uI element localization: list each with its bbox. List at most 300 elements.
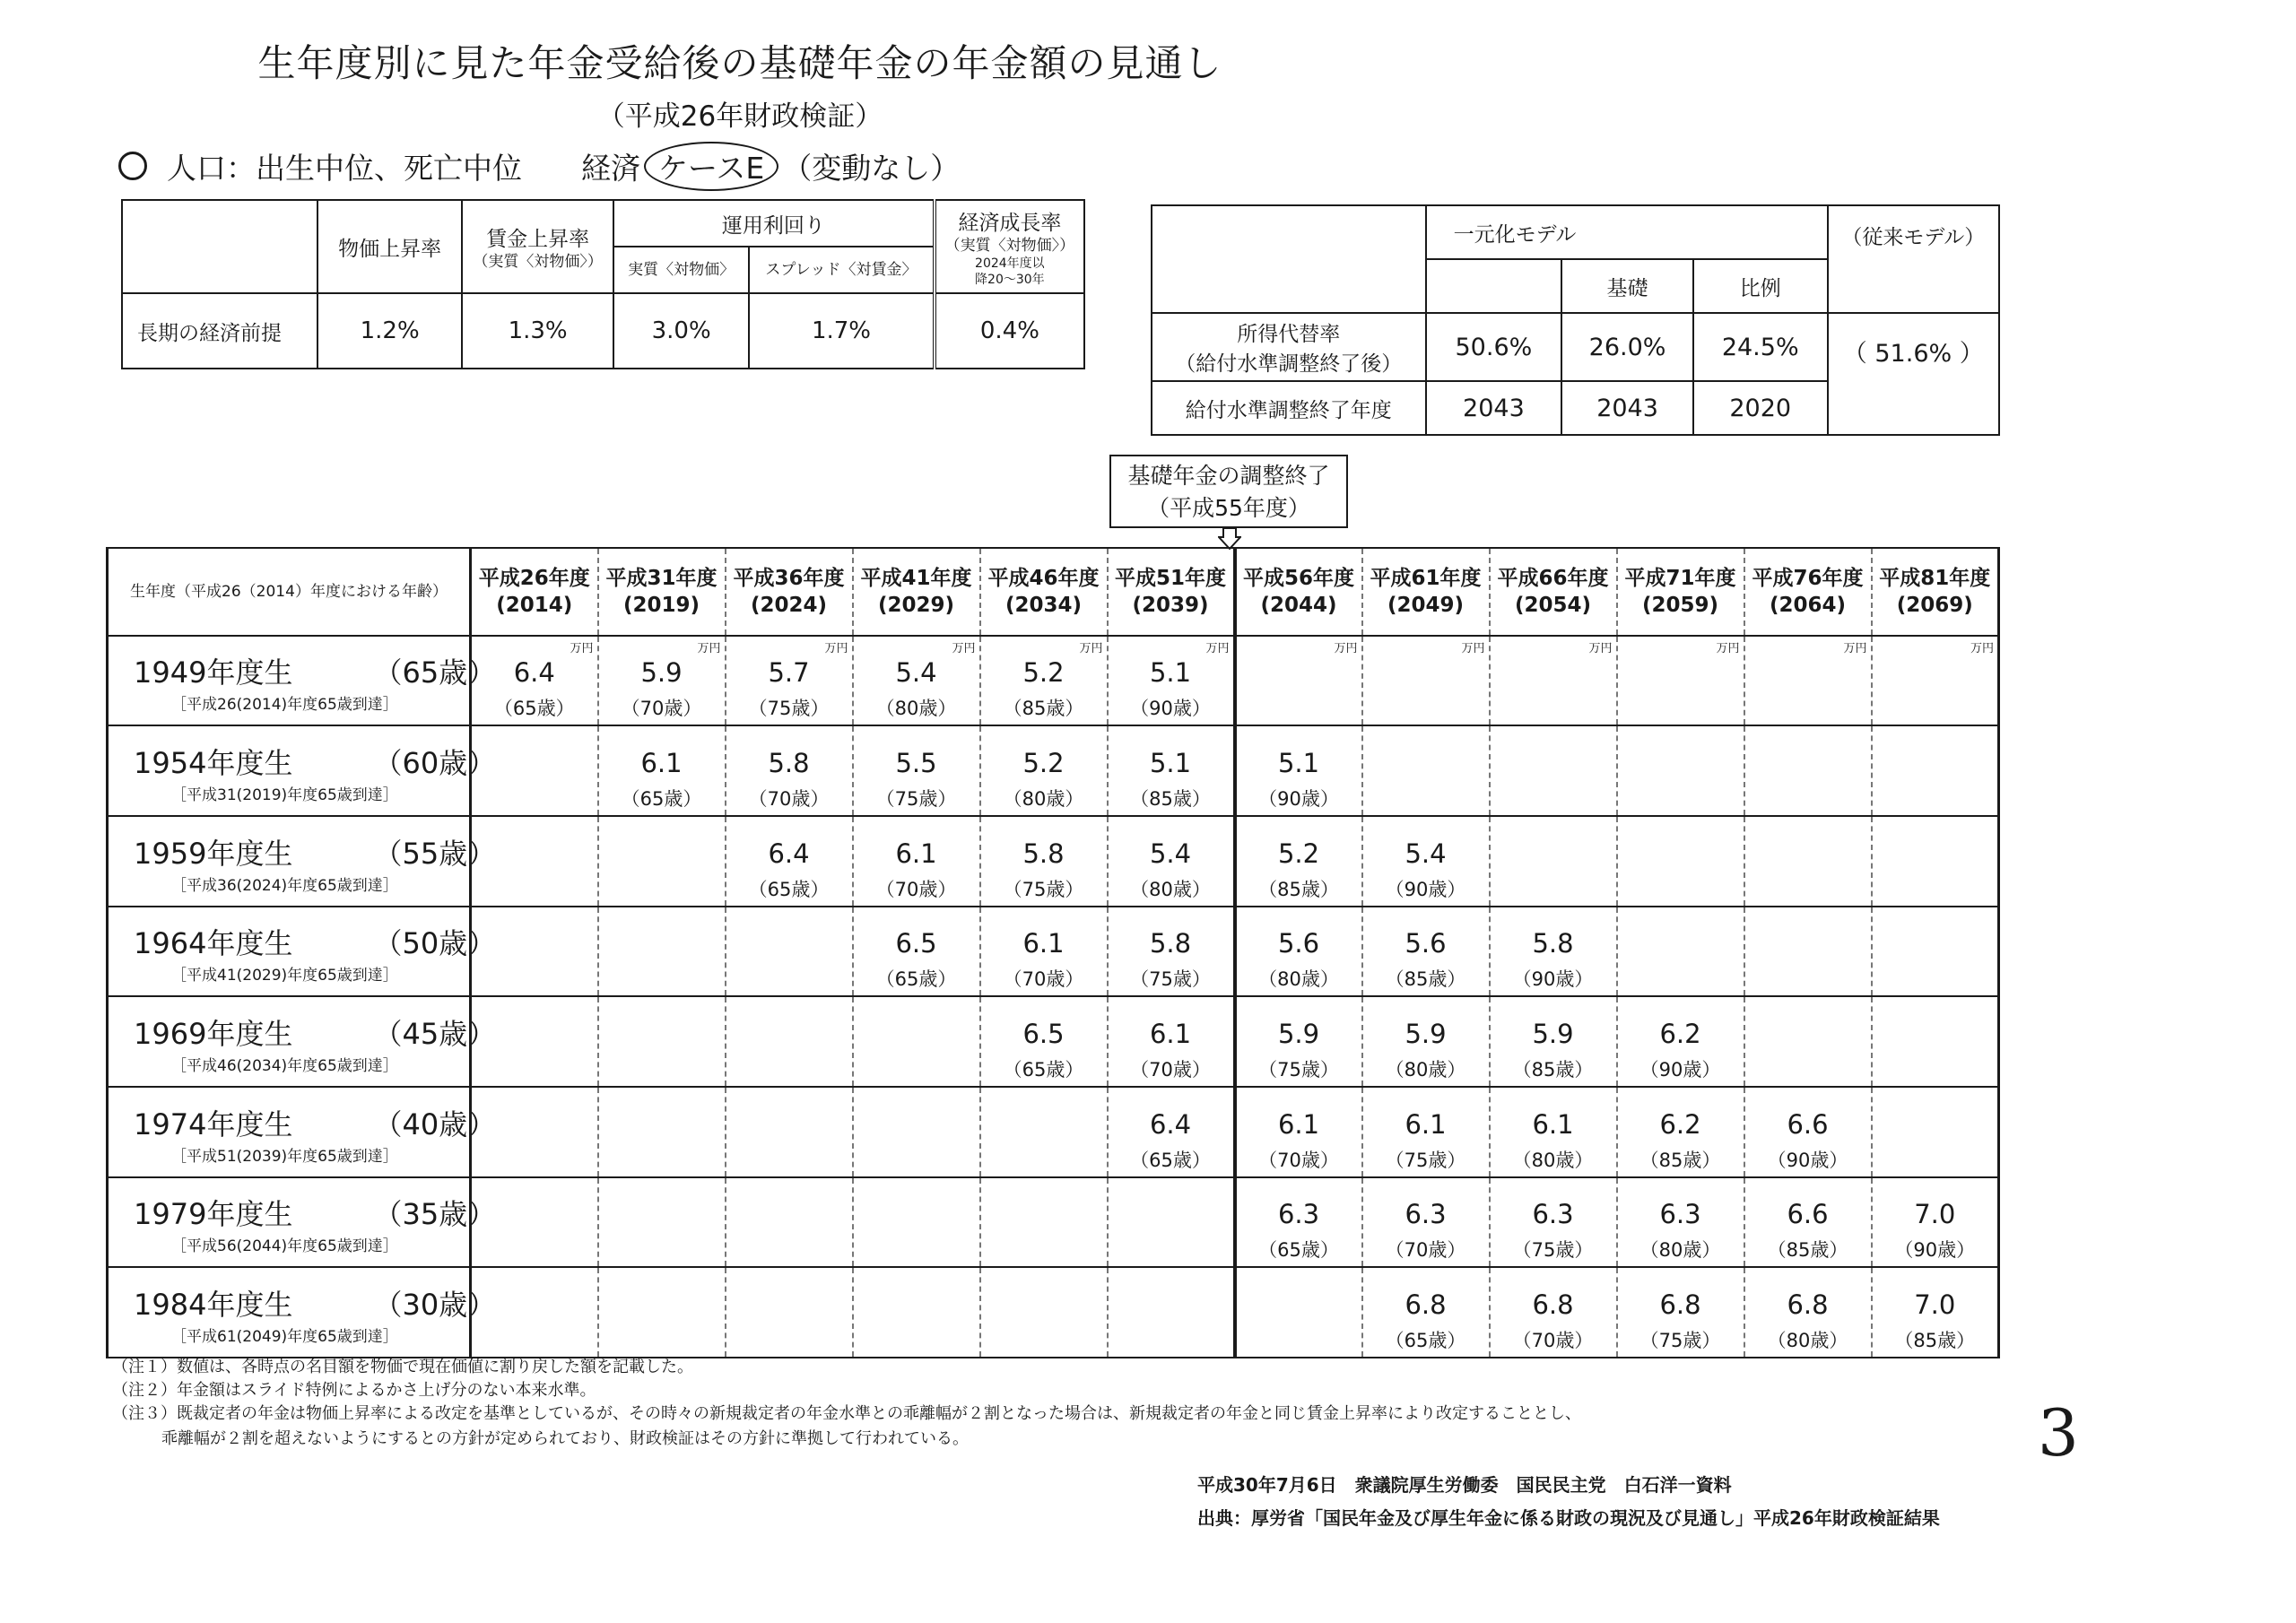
recipient-age: （75歳） <box>1385 1149 1466 1171</box>
value-cell-inner <box>854 999 979 1084</box>
model-row1-label-main: 所得代替率 <box>1237 323 1341 346</box>
recipient-age: （75歳） <box>1512 1239 1594 1262</box>
econ-header-growth-sub: （実質〈対物価〉） <box>944 236 1075 255</box>
value-cell <box>1744 907 1872 997</box>
value-cell-inner <box>1363 908 1489 994</box>
econ-price-value: 1.2% <box>317 293 462 369</box>
cohort-reach: ［平成36(2024)年度65歳到達］ <box>171 876 398 895</box>
value-cell <box>598 1267 726 1358</box>
table-row <box>108 816 1999 907</box>
value-cell-inner <box>1363 638 1489 723</box>
value-cell-inner <box>1873 908 1998 994</box>
value-cell-inner <box>472 999 597 1084</box>
value-cell-inner <box>1873 638 1998 723</box>
value-cell-inner <box>472 638 597 723</box>
value-cell <box>1235 725 1362 816</box>
pension-amount: 6.1 <box>1149 1019 1192 1050</box>
cohort-cell <box>108 636 497 726</box>
value-cell <box>726 636 853 726</box>
cohort-age: （50歳） <box>373 926 497 961</box>
value-cell-inner <box>1363 1089 1489 1175</box>
value-cell-inner <box>1873 728 1998 813</box>
value-cell-inner <box>1237 1270 1361 1355</box>
value-cell-inner <box>981 1179 1107 1264</box>
year-header <box>1744 548 1872 636</box>
recipient-age: （80歳） <box>1130 878 1211 900</box>
value-cell-inner <box>1745 908 1871 994</box>
cohort-label <box>134 921 496 962</box>
callout-line2: （平成55年度） <box>1147 495 1310 521</box>
recipient-age: （70歳） <box>875 878 957 900</box>
value-cell-inner <box>854 1089 979 1175</box>
recipient-age: （85歳） <box>1639 1149 1721 1171</box>
year-era: 平成76年度 <box>1752 566 1864 590</box>
value-cell-inner <box>1618 1089 1744 1175</box>
value-cell <box>1490 816 1617 907</box>
cohort-label <box>134 650 496 691</box>
pension-amount: 6.1 <box>1405 1108 1447 1140</box>
recipient-age: （65歳） <box>875 968 957 991</box>
value-cell <box>1744 725 1872 816</box>
econ-header-wage-sub: （実質〈対物価〉） <box>473 252 603 271</box>
year-ad: (2014) <box>496 593 573 617</box>
document-subtitle: （平成26年財政検証） <box>596 100 883 133</box>
pension-amount: 5.9 <box>640 657 683 689</box>
pension-amount: 5.4 <box>1405 838 1447 869</box>
cohort-label <box>134 1011 496 1053</box>
recipient-age: （90歳） <box>1130 698 1211 720</box>
source-line-2: 出典：厚労省「国民年金及び厚生年金に係る財政の現況及び見通し」平成26年財政検証結果 <box>1197 1507 1940 1529</box>
note-1: （注１）数値は、各時点の名目額を物価で現在価値に割り戻した額を記載した。 <box>112 1358 693 1376</box>
value-cell-inner <box>1363 819 1489 904</box>
recipient-age: （80歳） <box>1003 788 1084 811</box>
recipient-age: （75歳） <box>1003 878 1084 900</box>
year-ad: (2044) <box>1260 593 1337 617</box>
value-cell <box>853 816 980 907</box>
cohort-wrap <box>109 1179 497 1264</box>
econ-header-price: 物価上昇率 <box>317 200 462 293</box>
year-era: 平成71年度 <box>1624 566 1736 590</box>
cohort-cell <box>108 816 497 907</box>
value-cell <box>1617 996 1744 1087</box>
year-era: 平成51年度 <box>1114 566 1226 590</box>
cohort-wrap <box>109 638 497 723</box>
value-cell-inner <box>1109 1270 1233 1355</box>
value-cell-inner <box>1873 999 1998 1084</box>
value-cell <box>598 1177 726 1268</box>
recipient-age: （90歳） <box>1767 1149 1848 1171</box>
year-era: 平成36年度 <box>733 566 845 590</box>
value-cell <box>726 725 853 816</box>
value-cell <box>598 907 726 997</box>
pension-amount: 5.9 <box>1405 1019 1447 1050</box>
value-cell-inner <box>1491 908 1616 994</box>
value-cell <box>1872 996 1999 1087</box>
pension-amount: 5.1 <box>1149 748 1192 779</box>
recipient-age: （70歳） <box>748 788 830 811</box>
recipient-age: （85歳） <box>1003 698 1084 720</box>
value-cell-inner <box>1618 1179 1744 1264</box>
model-row1-conventional: （ 51.6% ） <box>1828 313 1999 435</box>
value-cell-inner <box>854 1179 979 1264</box>
value-cell <box>980 725 1108 816</box>
value-cell-inner <box>1109 999 1233 1084</box>
value-cell-inner <box>854 908 979 994</box>
header-corner: 生年度（平成26（2014）年度における年齢） <box>108 548 471 636</box>
year-header <box>980 548 1108 636</box>
year-ad: (2034) <box>1004 593 1083 617</box>
value-cell <box>1872 907 1999 997</box>
recipient-age: （65歳） <box>493 698 575 720</box>
year-header <box>1108 548 1235 636</box>
year-era: 平成56年度 <box>1242 566 1354 590</box>
value-cell <box>1744 1267 1872 1358</box>
recipient-age: （70歳） <box>1003 968 1084 991</box>
value-cell-inner <box>1109 819 1233 904</box>
value-cell <box>1108 907 1235 997</box>
value-cell-inner <box>1491 728 1616 813</box>
assumption-suffix: （変動なし） <box>782 151 961 186</box>
value-cell-inner <box>1873 819 1998 904</box>
value-cell-inner <box>472 728 597 813</box>
value-cell-inner <box>472 819 597 904</box>
value-cell-inner <box>1873 1179 1998 1264</box>
value-cell <box>726 1267 853 1358</box>
pension-amount: 7.0 <box>1914 1289 1956 1321</box>
cohort-year: 1949年度生 <box>134 655 293 690</box>
value-cell <box>1235 636 1362 726</box>
value-cell-inner <box>472 908 597 994</box>
value-cell <box>471 1177 598 1268</box>
value-cell <box>598 1087 726 1177</box>
value-cell-inner <box>854 1270 979 1355</box>
value-cell-inner <box>1237 908 1361 994</box>
value-cell-inner <box>1491 1089 1616 1175</box>
value-cell-inner <box>599 1089 725 1175</box>
recipient-age: （85歳） <box>1385 968 1466 991</box>
year-ad: (2029) <box>877 593 955 617</box>
handwritten-page-number: 3 <box>2038 1395 2079 1471</box>
value-cell-inner <box>726 819 852 904</box>
value-cell <box>853 907 980 997</box>
model-header-basic: 基礎 <box>1561 259 1693 313</box>
value-cell <box>1235 1087 1362 1177</box>
pension-amount: 6.8 <box>1659 1289 1701 1321</box>
value-cell <box>853 1087 980 1177</box>
value-cell-inner <box>1237 1089 1361 1175</box>
recipient-age: （80歳） <box>1639 1239 1721 1262</box>
value-cell <box>980 636 1108 726</box>
value-cell-inner <box>1363 999 1489 1084</box>
pension-amount: 5.4 <box>1149 838 1192 869</box>
value-cell <box>853 636 980 726</box>
pension-amount: 5.2 <box>1022 657 1065 689</box>
value-cell <box>726 907 853 997</box>
value-cell-inner <box>599 1270 725 1355</box>
table-row <box>108 636 1999 726</box>
cohort-cell <box>108 1087 497 1177</box>
note-3-continued: 乖離幅が２割を超えないようにするとの方針が定められており、財政検証はその方針に準拠して行われている。 <box>161 1429 969 1448</box>
value-cell <box>1362 1087 1490 1177</box>
pension-amount: 6.4 <box>513 657 555 689</box>
value-cell-inner <box>1363 1270 1489 1355</box>
recipient-age: （90歳） <box>1894 1239 1976 1262</box>
value-cell <box>1872 725 1999 816</box>
econ-growth-value: 0.4% <box>935 293 1084 369</box>
recipient-age: （65歳） <box>1130 1149 1211 1171</box>
value-cell-inner <box>981 999 1107 1084</box>
unit-label: 万円 <box>1843 642 1867 656</box>
recipient-age: （85歳） <box>1767 1239 1848 1262</box>
value-cell-inner <box>1618 1270 1744 1355</box>
pension-amount: 6.5 <box>895 928 937 959</box>
model-row2-proportional: 2020 <box>1693 381 1828 435</box>
value-cell <box>1108 1267 1235 1358</box>
value-cell-inner <box>726 638 852 723</box>
pension-amount: 6.8 <box>1787 1289 1829 1321</box>
pension-amount: 6.8 <box>1405 1289 1447 1321</box>
value-cell-inner <box>726 1270 852 1355</box>
value-cell <box>1617 725 1744 816</box>
value-cell <box>980 816 1108 907</box>
value-cell-inner <box>1363 1179 1489 1264</box>
value-cell-inner <box>1618 638 1744 723</box>
value-cell-inner <box>981 638 1107 723</box>
value-cell <box>471 725 598 816</box>
recipient-age: （65歳） <box>621 788 702 811</box>
year-header <box>1490 548 1617 636</box>
recipient-age: （80歳） <box>1385 1059 1466 1081</box>
cohort-reach: ［平成51(2039)年度65歳到達］ <box>171 1147 398 1166</box>
model-header-proportional: 比例 <box>1693 259 1828 313</box>
value-cell-inner <box>1618 819 1744 904</box>
recipient-age: （80歳） <box>1512 1149 1594 1171</box>
value-cell <box>1108 1087 1235 1177</box>
value-cell-inner <box>1491 1270 1616 1355</box>
pension-amount: 6.1 <box>1277 1108 1320 1140</box>
recipient-age: （70歳） <box>1258 1149 1339 1171</box>
year-header <box>1235 548 1362 636</box>
note-2: （注２）年金額はスライド特例によるかさ上げ分のない本来水準。 <box>112 1381 596 1400</box>
cohort-cell <box>108 725 497 816</box>
year-era: 平成31年度 <box>605 566 718 590</box>
pension-amount: 6.3 <box>1532 1199 1574 1230</box>
unit-label: 万円 <box>1205 642 1230 656</box>
value-cell-inner <box>854 819 979 904</box>
value-cell <box>1108 725 1235 816</box>
year-ad: (2024) <box>750 593 828 617</box>
recipient-age: （75歳） <box>1258 1059 1339 1081</box>
assumption-prefix: 人口：出生中位、死亡中位 経済 <box>167 151 640 186</box>
model-corner <box>1152 205 1426 313</box>
pension-amount: 6.2 <box>1659 1108 1701 1140</box>
cohort-reach: ［平成31(2019)年度65歳到達］ <box>171 786 398 805</box>
recipient-age: （75歳） <box>1130 968 1211 991</box>
pension-amount: 6.4 <box>768 838 810 869</box>
unit-label: 万円 <box>1461 642 1485 656</box>
value-cell-inner <box>1491 819 1616 904</box>
value-cell <box>471 636 598 726</box>
table-row <box>108 907 1999 997</box>
year-era: 平成46年度 <box>987 566 1100 590</box>
value-cell <box>1490 636 1617 726</box>
cohort-reach: ［平成26(2014)年度65歳到達］ <box>171 696 398 715</box>
year-header <box>598 548 726 636</box>
value-cell <box>1872 1267 1999 1358</box>
value-cell-inner <box>981 1270 1107 1355</box>
cohort-year: 1979年度生 <box>134 1197 293 1232</box>
cohort-year: 1974年度生 <box>134 1107 293 1141</box>
econ-header-growth-note: 2024年度以降20〜30年 <box>975 256 1045 287</box>
pension-amount: 5.8 <box>1532 928 1574 959</box>
recipient-age: （75歳） <box>748 698 830 720</box>
model-row2-unified: 2043 <box>1426 381 1562 435</box>
unit-label: 万円 <box>1588 642 1613 656</box>
econ-header-wage <box>462 200 613 293</box>
pension-amount: 6.5 <box>1022 1019 1065 1050</box>
value-cell <box>471 996 598 1087</box>
year-header <box>726 548 853 636</box>
value-cell <box>1490 996 1617 1087</box>
pension-amount: 5.8 <box>1149 928 1192 959</box>
value-cell <box>1617 636 1744 726</box>
pension-amount: 5.5 <box>895 748 937 779</box>
value-cell <box>853 725 980 816</box>
recipient-age: （90歳） <box>1258 788 1339 811</box>
year-era: 平成41年度 <box>860 566 972 590</box>
unit-label: 万円 <box>1079 642 1103 656</box>
unit-label: 万円 <box>1970 642 1994 656</box>
recipient-age: （70歳） <box>1385 1239 1466 1262</box>
unit-label: 万円 <box>697 642 721 656</box>
econ-yield-real-value: 3.0% <box>613 293 749 369</box>
value-cell <box>1235 996 1362 1087</box>
cohort-wrap <box>109 1270 497 1355</box>
value-cell-inner <box>1745 1270 1871 1355</box>
value-cell-inner <box>981 908 1107 994</box>
value-cell <box>726 816 853 907</box>
unit-label: 万円 <box>1334 642 1358 656</box>
value-cell <box>1362 996 1490 1087</box>
pension-amount: 6.1 <box>1532 1108 1574 1140</box>
table-row <box>108 996 1999 1087</box>
value-cell-inner <box>1873 1270 1998 1355</box>
value-cell-inner <box>1237 728 1361 813</box>
year-era: 平成26年度 <box>478 566 590 590</box>
recipient-age: （90歳） <box>1639 1059 1721 1081</box>
adjustment-end-callout <box>1109 455 1348 528</box>
year-era: 平成61年度 <box>1370 566 1482 590</box>
table-row <box>108 725 1999 816</box>
value-cell <box>1108 1177 1235 1268</box>
value-cell <box>1235 816 1362 907</box>
value-cell <box>980 996 1108 1087</box>
year-ad: (2059) <box>1641 593 1719 617</box>
value-cell-inner <box>1618 908 1744 994</box>
econ-row-label: 長期の経済前提 <box>122 293 317 369</box>
unit-label: 万円 <box>1716 642 1740 656</box>
recipient-age: （90歳） <box>1512 968 1594 991</box>
value-cell <box>853 1177 980 1268</box>
value-cell <box>1108 996 1235 1087</box>
value-cell <box>1872 1177 1999 1268</box>
value-cell <box>1617 1087 1744 1177</box>
model-row1-basic: 26.0% <box>1561 313 1693 381</box>
cohort-reach: ［平成46(2034)年度65歳到達］ <box>171 1057 398 1076</box>
callout-line1: 基礎年金の調整終了 <box>1127 463 1330 489</box>
value-cell-inner <box>599 638 725 723</box>
value-cell-inner <box>1363 728 1489 813</box>
value-cell <box>1362 725 1490 816</box>
value-cell-inner <box>1873 1089 1998 1175</box>
recipient-age: （85歳） <box>1512 1059 1594 1081</box>
value-cell <box>980 1087 1108 1177</box>
pension-amount: 5.1 <box>1149 657 1192 689</box>
cohort-wrap <box>109 728 497 813</box>
value-cell-inner <box>1491 1179 1616 1264</box>
value-cell <box>1362 907 1490 997</box>
value-cell-inner <box>1237 1179 1361 1264</box>
pension-amount: 5.7 <box>768 657 810 689</box>
cohort-age: （30歳） <box>373 1288 497 1323</box>
cohort-wrap <box>109 908 497 994</box>
value-cell <box>1872 1087 1999 1177</box>
year-header <box>1617 548 1744 636</box>
recipient-age: （75歳） <box>1639 1330 1721 1352</box>
value-cell-inner <box>1745 1089 1871 1175</box>
value-cell <box>1872 636 1999 726</box>
pension-amount: 5.2 <box>1022 748 1065 779</box>
value-cell <box>980 1267 1108 1358</box>
value-cell-inner <box>854 638 979 723</box>
model-row1-label <box>1152 313 1426 381</box>
year-header <box>471 548 598 636</box>
value-cell <box>1744 816 1872 907</box>
year-ad: (2064) <box>1769 593 1847 617</box>
cohort-age: （55歳） <box>373 836 497 871</box>
pension-amount: 6.1 <box>640 748 683 779</box>
cohort-label <box>134 1282 496 1324</box>
cohort-age: （60歳） <box>373 746 497 781</box>
value-cell <box>1617 907 1744 997</box>
value-cell-inner <box>1491 638 1616 723</box>
assumption-case: ケースE <box>644 142 778 191</box>
value-cell <box>1490 907 1617 997</box>
value-cell <box>471 816 598 907</box>
econ-yield-spread-value: 1.7% <box>749 293 935 369</box>
value-cell-inner <box>599 1179 725 1264</box>
value-cell-inner <box>1109 638 1233 723</box>
pension-amount: 5.2 <box>1277 838 1320 869</box>
pension-amount: 5.4 <box>895 657 937 689</box>
value-cell <box>1617 816 1744 907</box>
value-cell-inner <box>1109 1089 1233 1175</box>
year-ad: (2039) <box>1132 593 1209 617</box>
value-cell <box>726 996 853 1087</box>
cohort-age: （35歳） <box>373 1197 497 1232</box>
year-ad: (2054) <box>1514 593 1592 617</box>
cohort-year: 1954年度生 <box>134 746 293 781</box>
year-ad: (2019) <box>622 593 700 617</box>
value-cell-inner <box>599 728 725 813</box>
cohort-label <box>134 1192 496 1233</box>
year-era: 平成81年度 <box>1879 566 1991 590</box>
value-cell-inner <box>599 819 725 904</box>
value-cell <box>1235 1177 1362 1268</box>
recipient-age: （65歳） <box>1258 1239 1339 1262</box>
value-cell <box>1362 1177 1490 1268</box>
value-cell-inner <box>854 728 979 813</box>
